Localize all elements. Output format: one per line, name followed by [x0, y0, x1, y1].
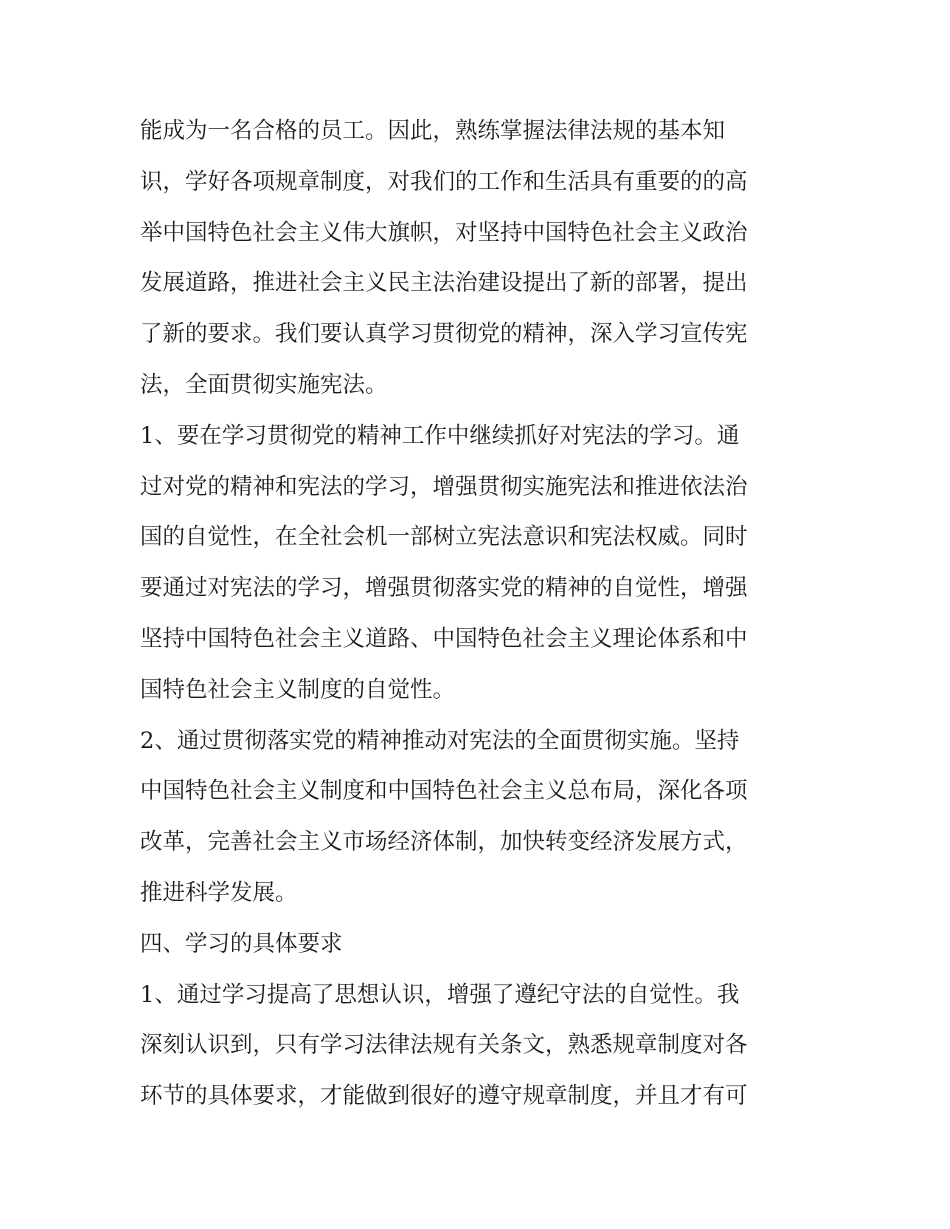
- text-line: 推进科学发展。: [140, 879, 298, 906]
- section-heading: 四、学习的具体要求: [140, 930, 343, 957]
- text-line: 改革，完善社会主义市场经济体制，加快转变经济发展方式，: [140, 829, 748, 856]
- body-text: [140, 106, 820, 1122]
- text-line: 识，学好各项规章制度，对我们的工作和生活具有重要的的高: [140, 168, 748, 195]
- text-line: 了新的要求。我们要认真学习贯彻党的精神，深入学习宣传宪: [140, 321, 748, 348]
- text-line: 国的自觉性，在全社会机一部树立宪法意识和宪法权威。同时: [140, 524, 748, 551]
- numbered-item-1-line: 1、通过学习提高了思想认识，增强了遵纪守法的自觉性。我: [140, 981, 740, 1008]
- text-line: 国特色社会主义制度的自觉性。: [140, 676, 456, 703]
- text-line: 举中国特色社会主义伟大旗帜，对坚持中国特色社会主义政治: [140, 219, 748, 246]
- text-line: 法，全面贯彻实施宪法。: [140, 371, 388, 398]
- text-line: 中国特色社会主义制度和中国特色社会主义总布局，深化各项: [140, 778, 748, 805]
- text-line: 深刻认识到，只有学习法律法规有关条文，熟悉规章制度对各: [140, 1032, 748, 1059]
- numbered-item-2-line: 2、通过贯彻落实党的精神推动对宪法的全面贯彻实施。坚持: [140, 727, 740, 754]
- text-line: 过对党的精神和宪法的学习，增强贯彻实施宪法和推进依法治: [140, 473, 748, 500]
- text-line: 发展道路，推进社会主义民主法治建设提出了新的部署，提出: [140, 270, 748, 297]
- text-line: 能成为一名合格的员工。因此，熟练掌握法律法规的基本知: [140, 118, 726, 144]
- text-line: 坚持中国特色社会主义道路、中国特色社会主义理论体系和中: [140, 625, 748, 652]
- numbered-item-1-line: 1、要在学习贯彻党的精神工作中继续抓好对宪法的学习。通: [140, 422, 740, 449]
- text-line: 环节的具体要求，才能做到很好的遵守规章制度，并且才有可: [140, 1083, 748, 1110]
- text-line: 要通过对宪法的学习，增强贯彻落实党的精神的自觉性，增强: [140, 575, 748, 602]
